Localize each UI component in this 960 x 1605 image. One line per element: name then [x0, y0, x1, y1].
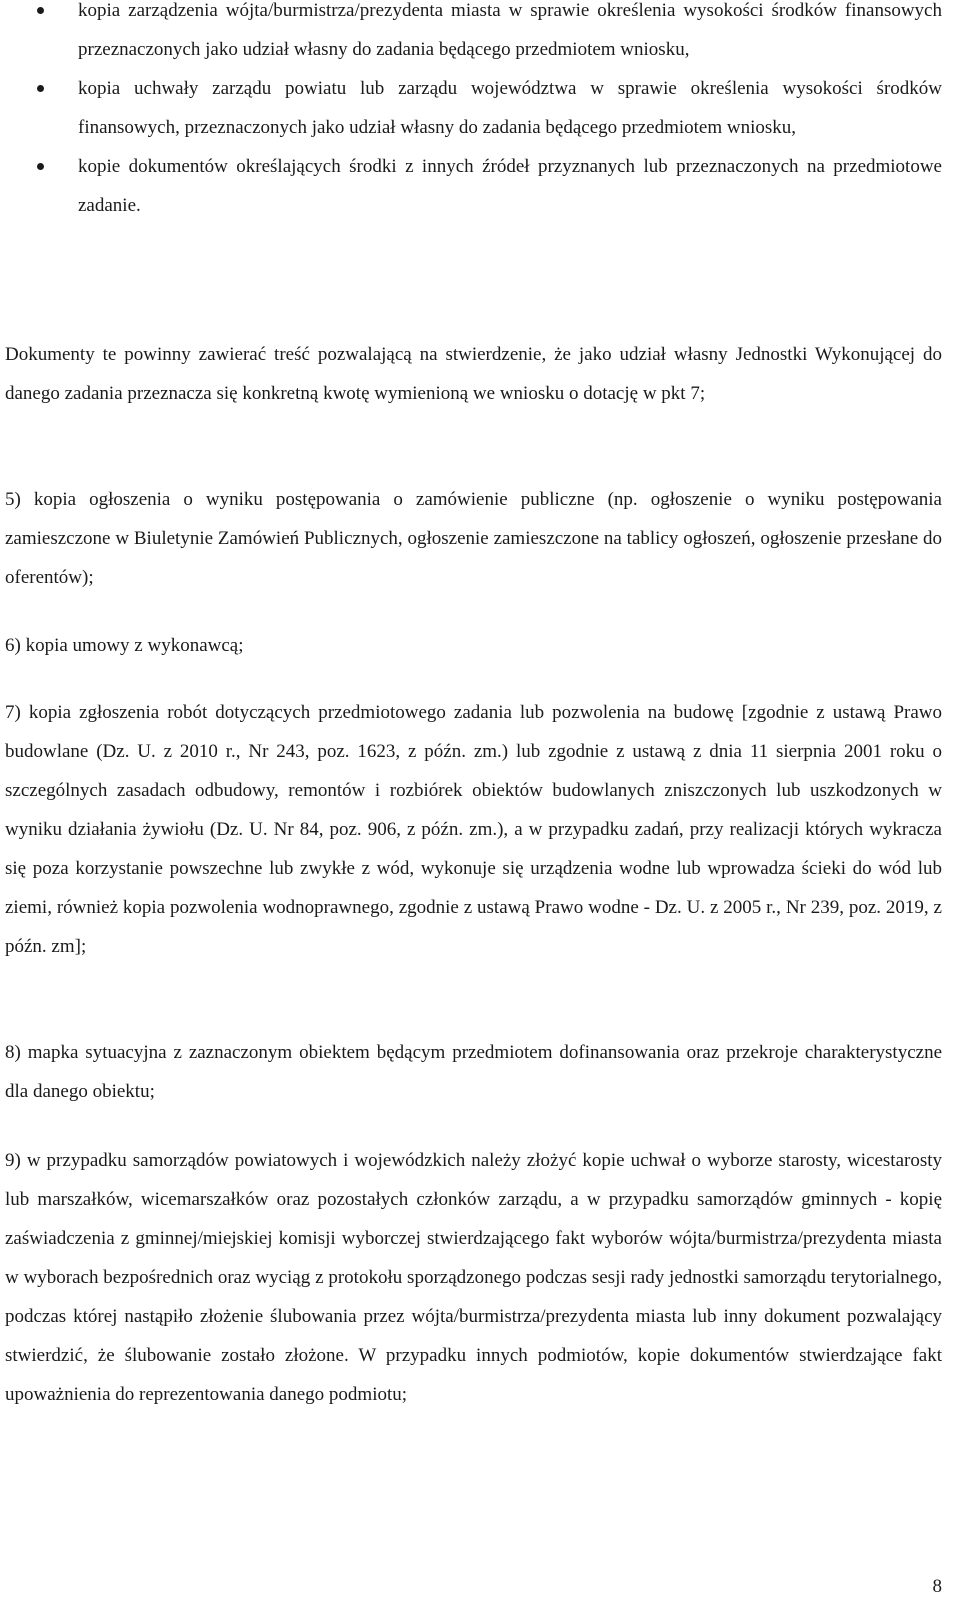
- bullet-icon: [37, 7, 44, 14]
- bullet-icon: [37, 85, 44, 92]
- bullet-item: [0, 0, 960, 69]
- bullet-text: kopia zarządzenia wójta/burmistrza/prezydenta miasta w sprawie określenia wysokości środków finansowych przeznaczonych jako udział własny do zadania będącego przedmiotem wniosku,: [78, 0, 942, 60]
- documents-note-paragraph: Dokumenty te powinny zawierać treść pozwalającą na stwierdzenie, że jako udział własny Jednostki Wykonującej do danego zadania przeznacza się konkretną kwotę wymienioną we wniosku o dotację w pkt 7;: [5, 344, 942, 404]
- page-number: 8: [932, 1576, 942, 1597]
- bullet-text: kopie dokumentów określających środki z innych źródeł przyznanych lub przeznaczonych na przedmiotowe zadanie.: [78, 156, 942, 216]
- bullet-item: [0, 147, 960, 225]
- attachment-bullet-list: [0, 0, 960, 225]
- bullet-text: kopia uchwały zarządu powiatu lub zarządu województwa w sprawie określenia wysokości środków finansowych, przeznaczonych jako udział własny do zadania będącego przedmiotem wniosku,: [78, 78, 942, 138]
- item-8-paragraph: 8) mapka sytuacyjna z zaznaczonym obiektem będącym przedmiotem dofinansowania oraz przekroje charakterystyczne dla danego obiektu;: [5, 1042, 942, 1102]
- item-9-paragraph: 9) w przypadku samorządów powiatowych i wojewódzkich należy złożyć kopie uchwał o wyborze starosty, wicestarosty lub marszałków, wicemarszałków oraz pozostałych członków zarządu, a w przypadku samorządów gminnych - kopię zaświadczenia z gminnej/miejskiej komisji wyborczej stwierdzającego fakt wyborów wójta/burmistrza/prezydenta miasta w wyborach bezpośrednich oraz wyciąg z protokołu sporządzonego podczas sesji rady jednostki samorządu terytorialnego, podczas której nastąpiło złożenie ślubowania przez wójta/burmistrza/prezydenta miasta lub inny dokument pozwalający stwierdzić, że ślubowanie zostało złożone. W przypadku innych podmiotów, kopie dokumentów stwierdzające fakt upoważnienia do reprezentowania danego podmiotu;: [5, 1150, 942, 1405]
- bullet-icon: [37, 163, 44, 170]
- item-7-paragraph: 7) kopia zgłoszenia robót dotyczących przedmiotowego zadania lub pozwolenia na budowę [zgodnie z ustawą Prawo budowlane (Dz. U. z 2010 r., Nr 243, poz. 1623, z późn. zm.) lub zgodnie z ustawą z dnia 11 sierpnia 2001 roku o szczególnych zasadach odbudowy, remontów i rozbiórek obiektów budowlanych zniszczonych lub uszkodzonych w wyniku działania żywiołu (Dz. U. Nr 84, poz. 906, z późn. zm.), a w przypadku zadań, przy realizacji których wykracza się poza korzystanie powszechne lub zwykłe z wód, wykonuje się urządzenia wodne lub wprowadza ścieki do wód lub ziemi, również kopia pozwolenia wodnoprawnego, zgodnie z ustawą Prawo wodne - Dz. U. z 2005 r., Nr 239, poz. 2019, z późn. zm];: [5, 702, 942, 957]
- item-5-paragraph: 5) kopia ogłoszenia o wyniku postępowania o zamówienie publiczne (np. ogłoszenie o wyniku postępowania zamieszczone w Biuletynie Zamówień Publicznych, ogłoszenie zamieszczone na tablicy ogłoszeń, ogłoszenie przesłane do oferentów);: [5, 489, 942, 588]
- item-6-paragraph: 6) kopia umowy z wykonawcą;: [5, 635, 244, 656]
- bullet-item: [0, 69, 960, 147]
